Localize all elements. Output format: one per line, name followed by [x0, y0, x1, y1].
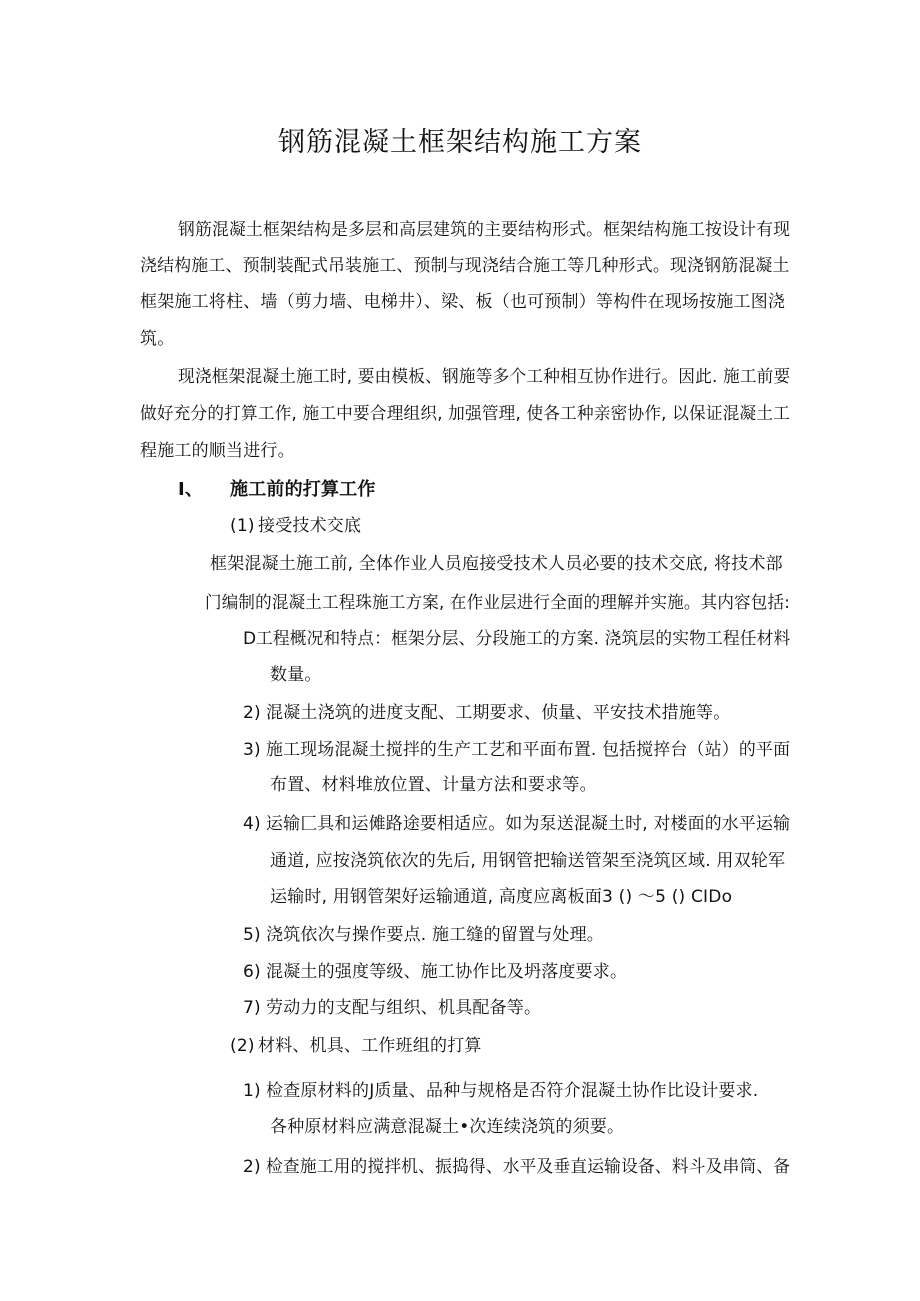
section-heading: 施工前的打算工作 — [230, 479, 376, 500]
subsection-para-line: 门编制的混凝土工程珠施工方案, 在作业层进行全面的理解并实施。其内容包括: — [205, 593, 790, 613]
list-item-line: 检查施工用的搅拌机、振捣得、水平及垂直运输设备、料斗及串筒、备 — [266, 1157, 791, 1177]
subsection-title: 接受技术交底 — [258, 516, 362, 536]
list-item-line: 通道, 应按浇筑依次的先后, 用钢管把输送管架至浇筑区域. 用双轮军 — [270, 851, 786, 871]
list-item-line: 施工现场混凝土搅拌的生产工艺和平面布置. 包括搅捽台（站）的平面 — [266, 740, 791, 760]
list-item-number: 3) — [243, 740, 261, 760]
intro-p2-line: 做好充分的打算工作, 施工中要合理组织, 加强管理, 使各工种亲密协作, 以保证混凝土工 — [140, 404, 791, 424]
list-item-line: 混凝土的强度等级、施工协作比及坍落度要求。 — [266, 962, 628, 982]
list-item-number: 2) — [243, 1157, 261, 1177]
list-item-line: 劳动力的支配与组织、机具配备等。 — [266, 998, 542, 1018]
intro-p1-line: 钢筋混凝土框架结构是多层和高层建筑的主要结构形式。框架结构施工按设计有现 — [178, 220, 791, 240]
intro-p1-line: 筑。 — [140, 329, 175, 349]
list-item-line: 混凝土浇筑的进度支配、工期要求、侦量、平安技术措施等。 — [266, 703, 731, 723]
intro-p1-line: 框架施工将柱、墙（剪力墙、电梯井）、梁、板（也可预制）等构件在现场按施工图浇 — [140, 292, 786, 312]
list-item-number: 4) — [243, 814, 261, 834]
section-number: I、 — [178, 479, 204, 500]
subsection-label: (1) — [230, 516, 255, 536]
intro-p2-line: 现浇框架混凝土施工时, 要由模板、钢施等多个工种相互协作进行。因此. 施工前要 — [178, 367, 791, 387]
list-item-line: 布置、材料堆放位置、计量方法和要求等。 — [270, 775, 597, 795]
intro-p1-line: 浇结构施工、预制装配式吊装施工、预制与现浇结合施工等几种形式。现浇钢筋混凝土 — [140, 256, 790, 276]
intro-p2-line: 程施工的顺当进行。 — [140, 441, 295, 461]
list-item-line: 运输时, 用钢管架好运输通道, 高度应离板面3 () 〜5 () CIDo — [270, 887, 733, 907]
list-item-number: 7) — [243, 998, 261, 1018]
list-item-line: 各种原材料应满意混凝土•次连续浇筑的须要。 — [270, 1117, 625, 1137]
list-item-number: D — [243, 629, 257, 649]
list-item-number: 2) — [243, 703, 261, 723]
list-item-line: 检查原材料的J质量、品种与规格是否符介混凝土协作比设计要求. — [266, 1081, 759, 1101]
list-item-line: 工程概况和特点：框架分层、分段施工的方案. 浇筑层的实物工程任材料 — [256, 629, 791, 649]
document-title: 钢筋混凝土框架结构施工方案 — [278, 127, 642, 158]
list-item-number: 5) — [243, 925, 261, 945]
list-item-line: 运输匚具和运傩路途要相适应。如为泵送混凝土时, 对楼面的水平运输 — [266, 814, 791, 834]
list-item-line: 浇筑依次与操作要点. 施工缝的留置与处理。 — [266, 925, 605, 945]
list-item-number: 6) — [243, 962, 261, 982]
subsection-label: (2) — [230, 1036, 255, 1056]
list-item-line: 数量。 — [270, 665, 322, 685]
list-item-number: 1) — [243, 1081, 261, 1101]
subsection-title: 材料、机具、工作班组的打算 — [258, 1036, 482, 1056]
subsection-para-line: 框架混凝土施工前, 全体作业人员庖接受技术人员必要的技术交底, 将技术部 — [210, 554, 783, 574]
